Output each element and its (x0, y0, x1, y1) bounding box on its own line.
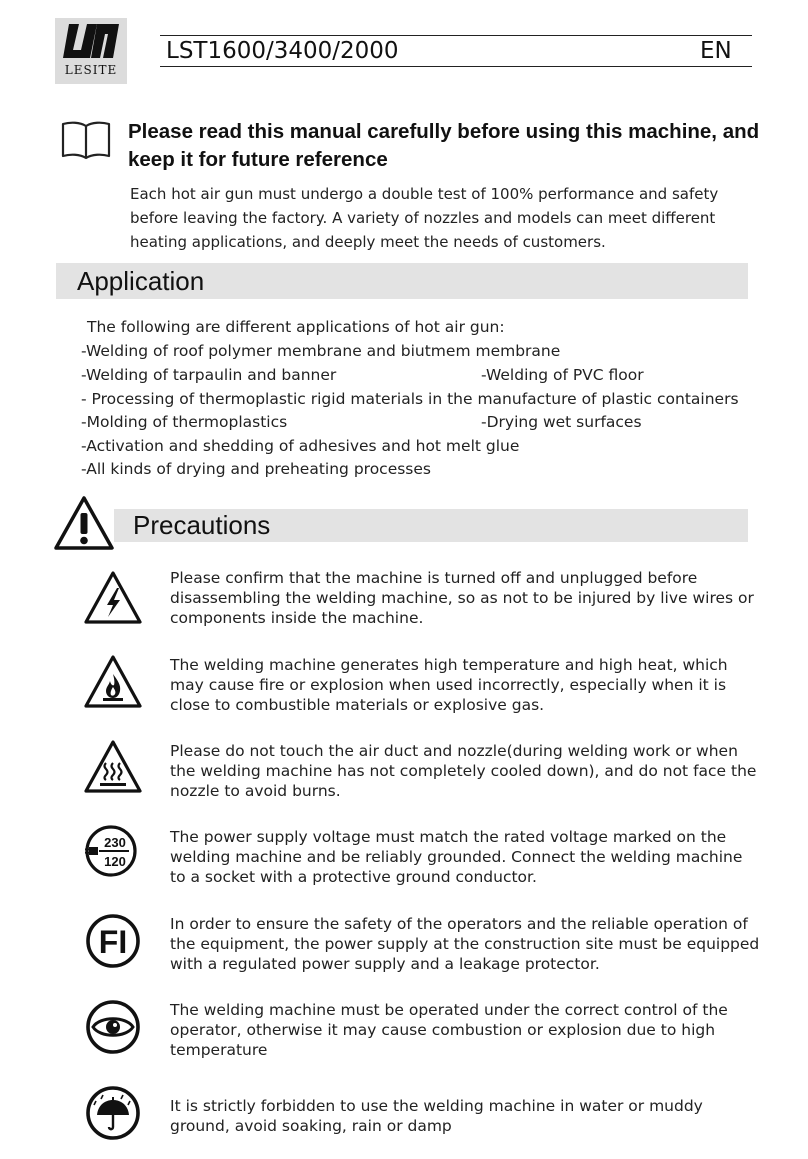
precautions-title: Precautions (133, 510, 271, 540)
application-intro: The following are different applications of hot air gun: (87, 318, 505, 336)
list-item: -Welding of PVC floor (481, 366, 644, 384)
warning-triangle-icon (53, 495, 115, 551)
list-item: -Activation and shedding of adhesives and hot melt glue (81, 437, 520, 455)
precaution-text: The welding machine must be operated under the correct control of the operator, otherwise it may cause combustion or explosion due to high temperature (170, 1001, 728, 1059)
eye-icon (83, 999, 143, 1055)
fi-protector-icon (83, 913, 143, 969)
model-number: LST1600/3400/2000 (166, 38, 399, 64)
list-item: -Molding of thermoplastics (81, 413, 288, 431)
intro-body: Each hot air gun must undergo a double test of 100% performance and safety before leaving the factory. A variety of nozzles and models can meet different heating applications, and deeply meet the needs of customers. (130, 185, 719, 251)
language-code: EN (700, 38, 732, 64)
precaution-text: It is strictly forbidden to use the welding machine in water or muddy ground, avoid soaking, rain or damp (170, 1097, 703, 1135)
logo-mark-icon (61, 22, 121, 60)
electric-shock-warning-icon (83, 570, 143, 626)
precaution-text: Please confirm that the machine is turned off and unplugged before disassembling the welding machine, so as not to be injured by live wires or components inside the machine. (170, 569, 754, 627)
list-item: - Processing of thermoplastic rigid materials in the manufacture of plastic containers (81, 390, 739, 408)
list-item: -Welding of roof polymer membrane and biutmem membrane (81, 342, 561, 360)
brand-logo (55, 18, 127, 84)
header-rule-bottom (160, 66, 752, 67)
list-item: -Welding of tarpaulin and banner (81, 366, 337, 384)
header-rule-top (160, 35, 752, 36)
brand-name: LESITE (64, 63, 118, 77)
open-book-icon (60, 120, 112, 160)
voltage-icon (83, 823, 143, 879)
intro-title: Please read this manual carefully before using this machine, and keep it for future reference (128, 120, 760, 171)
voltage-value: 120 (104, 854, 126, 869)
fi-label: FI (98, 924, 128, 960)
precaution-text: The welding machine generates high temperature and high heat, which may cause fire or explosion when used incorrectly, especially when it is close to combustible materials or explosive gas. (170, 656, 728, 714)
precaution-text: Please do not touch the air duct and nozzle(during welding work or when the welding machine has not completely cooled down), and do not face the nozzle to avoid burns. (170, 742, 757, 800)
keep-dry-icon (83, 1085, 143, 1141)
precaution-text: In order to ensure the safety of the operators and the reliable operation of the equipment, the power supply at the construction site must be equipped with a regulated power supply and a leakage protector. (170, 915, 760, 973)
list-item: -Drying wet surfaces (481, 413, 642, 431)
list-item: -All kinds of drying and preheating processes (81, 460, 431, 478)
precaution-text: The power supply voltage must match the rated voltage marked on the welding machine and be reliably grounded. Connect the welding machine to a socket with a protective ground conductor. (170, 828, 743, 886)
voltage-value: 230 (104, 835, 126, 850)
fire-warning-icon (83, 654, 143, 710)
application-title: Application (77, 266, 205, 296)
hot-surface-warning-icon (83, 739, 143, 795)
